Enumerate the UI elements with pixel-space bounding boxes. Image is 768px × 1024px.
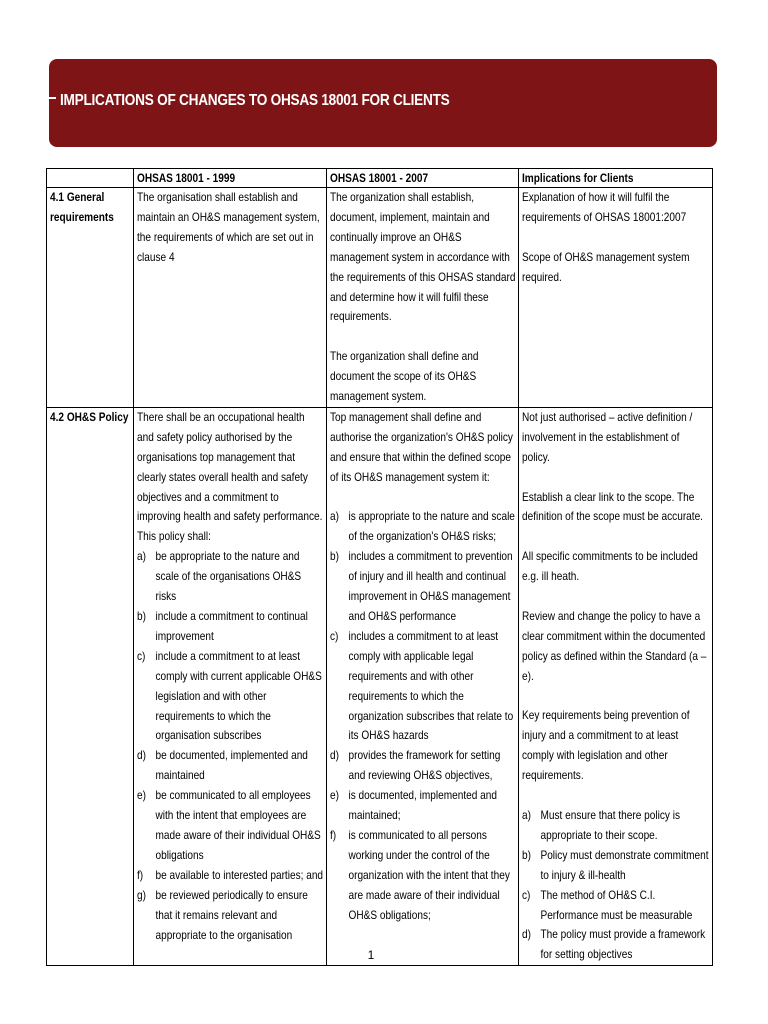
cell-2007-policy: [327, 407, 519, 965]
list-marker: b): [137, 609, 146, 624]
list-item: [522, 886, 710, 926]
list-marker: a): [137, 549, 146, 564]
list-item: [137, 547, 324, 607]
list-item: [330, 746, 516, 786]
list-marker: c): [330, 628, 339, 643]
list-marker: d): [330, 748, 339, 763]
list-text: include a commitment to at least comply with current applicable OH&S legislation and with other requirements to which the organisation subscribes: [155, 648, 322, 743]
list-marker: b): [522, 847, 531, 862]
list-item: [330, 507, 516, 547]
list-marker: e): [137, 788, 146, 803]
page-number: 1: [367, 948, 375, 962]
paragraph: Key requirements being prevention of injury and a commitment to at least comply with legislation and other requirements.: [522, 708, 690, 783]
paragraph: Top management shall define and authorise the organization's OH&S policy and ensure that within the defined scope of its OH&S management system it:: [330, 409, 513, 484]
header-row: [47, 169, 713, 188]
list-marker: c): [137, 648, 146, 663]
list-item: [330, 826, 516, 926]
list-marker: f): [137, 867, 144, 882]
cell-1999-policy: [134, 407, 327, 965]
list-item: [137, 607, 324, 647]
page-title: IMPLICATIONS OF CHANGES TO OHSAS 18001 FOR CLIENTS: [60, 92, 450, 109]
cell-2007-general: The organization shall establish, document, implement, maintain and continually improve an OH&S management system in accordance with the requirements of this OHSAS standard and determine how it will fulfil these requirements. The organization shall define and document the scope of its OH&S management system.: [327, 188, 519, 408]
list-text: The method of OH&S C.I. Performance must be measurable: [540, 887, 693, 922]
cell-1999-general: The organisation shall establish and maintain an OH&S management system, the requirements of which are set out in clause 4: [134, 188, 327, 408]
list-text: includes a commitment to prevention of injury and ill health and continual improvement in OH&S management and OH&S performance: [348, 549, 513, 623]
list-marker: f): [330, 827, 337, 842]
list-text: is communicated to all persons working under the control of the organization with the intent that they are made aware of their individual OH&S obligations;: [348, 827, 510, 922]
paragraph: Establish a clear link to the scope. The definition of the scope must be accurate.: [522, 489, 703, 524]
paragraph: All specific commitments to be included e.g. ill heath.: [522, 549, 698, 584]
cell-implications-policy: [519, 407, 713, 965]
list-text: Must ensure that there policy is appropriate to their scope.: [540, 808, 680, 842]
cell-implications-general: Explanation of how it will fulfil the requirements of OHSAS 18001:2007 Scope of OH&S management system required.: [519, 188, 713, 408]
list-text: be available to interested parties; and: [155, 867, 324, 882]
paragraph: There shall be an occupational health and safety policy authorised by the organisations top management that clearly states overall health and safety objectives and a commitment to improving health and safety performance.: [137, 409, 323, 524]
list-marker: d): [137, 748, 146, 763]
list-marker: g): [137, 887, 146, 902]
row-general-requirements: [47, 188, 713, 408]
list-marker: a): [522, 808, 531, 822]
row-label-general: 4.1 General requirements: [47, 188, 134, 408]
list-marker: e): [330, 788, 339, 803]
paragraph: Not just authorised – active definition / involvement in the establishment of policy.: [522, 409, 693, 464]
list-text: be reviewed periodically to ensure that it remains relevant and appropriate to the organisation: [155, 887, 308, 942]
list-text: is documented, implemented and maintained;: [348, 788, 497, 823]
list-item: [330, 547, 516, 627]
list-item: [137, 647, 324, 747]
list-item: [137, 746, 324, 786]
list-item: [522, 846, 710, 886]
list-text: Policy must demonstrate commitment to injury & ill-health: [540, 847, 709, 882]
banner-dash: [49, 97, 56, 99]
header-2007: OHSAS 18001 - 2007: [327, 169, 519, 188]
list-text: provides the framework for setting and reviewing OH&S objectives,: [348, 748, 501, 783]
list-item: [330, 786, 516, 826]
list-text: includes a commitment to at least comply with applicable legal requirements and with other requirements to which the organization subscribes that relate to its OH&S hazards: [348, 628, 514, 743]
header-implications: Implications for Clients: [519, 169, 713, 188]
list-text: be documented, implemented and maintained: [155, 748, 308, 783]
list-marker: c): [522, 887, 531, 902]
row-ohs-policy: [47, 407, 713, 965]
paragraph: This policy shall:: [137, 529, 211, 544]
list-item: [330, 627, 516, 746]
list-marker: b): [330, 549, 339, 564]
list-text: include a commitment to continual improvement: [155, 609, 308, 643]
header-blank: [47, 169, 134, 188]
list-item: [137, 866, 324, 886]
comparison-table: [46, 168, 713, 966]
list-text: The policy must provide a framework for setting objectives: [540, 927, 706, 962]
list-text: be appropriate to the nature and scale of the organisations OH&S risks: [155, 549, 302, 604]
row-label-policy: 4.2 OH&S Policy: [47, 407, 134, 965]
paragraph: Review and change the policy to have a clear commitment within the documented policy as defined within the Standard (a – e).: [522, 608, 707, 683]
list-item: [137, 786, 324, 866]
list-text: be communicated to all employees with the intent that employees are made aware of their individual OH&S obligations: [155, 788, 321, 862]
list-item: [522, 806, 710, 846]
list-item: [137, 886, 324, 946]
header-1999: OHSAS 18001 - 1999: [134, 169, 327, 188]
list-text: is appropriate to the nature and scale of the organization's OH&S risks;: [348, 509, 515, 544]
list-marker: d): [522, 927, 531, 942]
list-marker: a): [330, 509, 339, 524]
